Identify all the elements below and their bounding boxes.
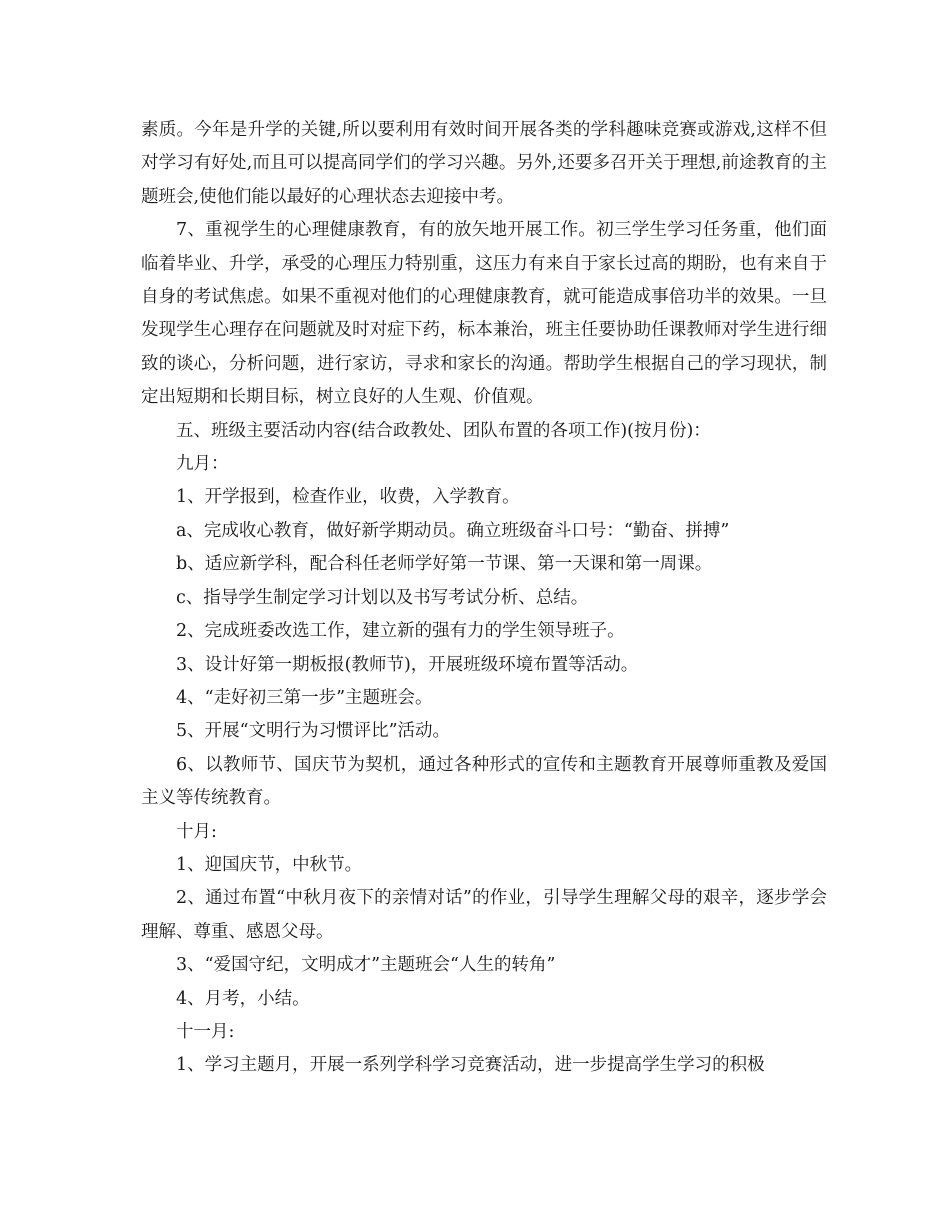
month-heading-october: 十月:	[176, 821, 217, 842]
list-item: 6、以教师节、国庆节为契机，通过各种形式的宣传和主题教育开展尊师重教及爱国主义等传统教育。	[141, 754, 827, 809]
list-item: 3、设计好第一期板报(教师节)，开展班级环境布置等活动。	[176, 654, 639, 675]
month-heading-september: 九月：	[176, 454, 229, 475]
list-item: 4、“走好初三第一步”主题班会。	[176, 687, 433, 708]
list-item: b、适应新学科，配合科任老师学好第一节课、第一天课和第一周课。	[176, 554, 713, 575]
section-heading-5: 五、班级主要活动内容(结合政教处、团队布置的各项工作)(按月份)：	[176, 420, 711, 441]
list-item: a、完成收心教育，做好新学期动员。确立班级奋斗口号：“勤奋、拼搏”	[176, 520, 730, 541]
month-heading-november: 十一月:	[176, 1021, 235, 1042]
list-item: 5、开展“文明行为习惯评比”活动。	[176, 721, 451, 742]
list-item: 1、迎国庆节，中秋节。	[176, 854, 363, 875]
paragraph-2: 7、重视学生的心理健康教育，有的放矢地开展工作。初三学生学习任务重，他们面临着毕业、升学，承受的心理压力特别重，这压力有来自于家长过高的期盼，也有来自于自身的考试焦虑。如果不重视对他们的心理健康教育，就可能造成事倍功半的效果。一旦发现学生心理存在问题就及时对症下药，标本兼治，班主任要协助任课教师对学生进行细致的谈心，分析问题，进行家访，寻求和家长的沟通。帮助学生根据自己的学习现状，制定出短期和长期目标，树立良好的人生观、价值观。	[141, 220, 827, 408]
list-item: 4、月考，小结。	[176, 988, 310, 1009]
paragraph-1: 素质。今年是升学的关键,所以要利用有效时间开展各类的学科趣味竞赛或游戏,这样不但对学习有好处,而且可以提高同学们的学习兴趣。另外,还要多召开关于理想,前途教育的主题班会,使他们能以最好的心理状态去迎接中考。	[141, 120, 827, 207]
list-item: c、指导学生制定学习计划以及书写考试分析、总结。	[176, 587, 589, 608]
list-item: 3、“爱国守纪，文明成才”主题班会“人生的转角”	[176, 955, 556, 976]
list-item: 1、学习主题月，开展一系列学科学习竞赛活动，进一步提高学生学习的积极	[176, 1055, 765, 1076]
list-item: 2、通过布置“中秋月夜下的亲情对话”的作业，引导学生理解父母的艰辛，逐步学会理解、尊重、感恩父母。	[141, 888, 827, 942]
document-body	[141, 114, 827, 1083]
list-item: 2、完成班委改选工作，建立新的强有力的学生领导班子。	[176, 621, 625, 642]
list-item: 1、开学报到，检查作业，收费，入学教育。	[176, 487, 520, 508]
